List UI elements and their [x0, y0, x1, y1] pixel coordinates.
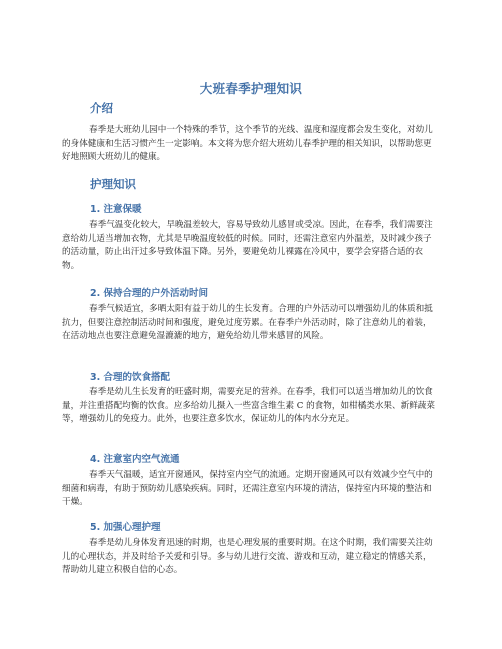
section-5-title: 5. 加强心理护理 [90, 522, 161, 533]
intro-paragraph: 春季是大班幼儿园中一个特殊的季节，这个季节的光线、温度和湿度都会发生变化，对幼儿的身体健康和生活习惯产生一定影响。本文将为您介绍大班幼儿春季护理的相关知识，以帮助您更好地照顾大班幼儿的健康。 [62, 125, 433, 163]
document-title: 大班春季护理知识 [199, 81, 303, 96]
section-4-title: 4. 注意室内空气流通 [90, 454, 180, 465]
section-4-paragraph: 春季天气温暖，适宜开窗通风，保持室内空气的流通。定期开窗通风可以有效减少空气中的细菌和病毒，有助于预防幼儿感染疾病。同时，还需注意室内环境的清洁，保持室内环境的整洁和干燥。 [62, 470, 433, 508]
intro-heading: 介绍 [90, 101, 113, 115]
section-5-paragraph: 春季是幼儿身体发育迅速的时期，也是心理发展的重要时期。在这个时期，我们需要关注幼儿的心理状态，并及时给予关爱和引导。多与幼儿进行交流、游戏和互动，建立稳定的情感关系，帮助幼儿建立积极自信的心态。 [62, 538, 433, 576]
section-3-title: 3. 合理的饮食搭配 [90, 372, 171, 383]
section-1-paragraph: 春季气温变化较大，早晚温差较大，容易导致幼儿感冒或受凉。因此，在春季，我们需要注意给幼儿适当增加衣物，尤其是早晚温度较低的时候。同时，还需注意室内外温差，及时减少孩子的活动量，防止出汗过多导致体温下降。另外，要避免幼儿裸露在冷风中，要学会穿搭合适的衣物。 [62, 220, 433, 271]
section-3-paragraph: 春季是幼儿生长发育的旺盛时期，需要充足的营养。在春季，我们可以适当增加幼儿的饮食量，并注重搭配均衡的饮食。应多给幼儿摄入一些富含维生素 C 的食物，如柑橘类水果、新鲜蔬菜等，增强幼儿的免疫力。此外，也要注意多饮水，保证幼儿的体内水分充足。 [62, 387, 435, 425]
section-2-title: 2. 保持合理的户外活动时间 [90, 288, 209, 299]
section-1-title: 1. 注意保暖 [90, 204, 142, 215]
knowledge-heading: 护理知识 [90, 177, 136, 191]
section-2-paragraph: 春季气候适宜，多晒太阳有益于幼儿的生长发育。合理的户外活动可以增强幼儿的体质和抵抗力，但要注意控制活动时间和强度，避免过度劳累。在春季户外活动时，除了注意幼儿的着装，在活动地点也要注意避免湿漉漉的地方，避免给幼儿带来感冒的风险。 [62, 304, 433, 342]
